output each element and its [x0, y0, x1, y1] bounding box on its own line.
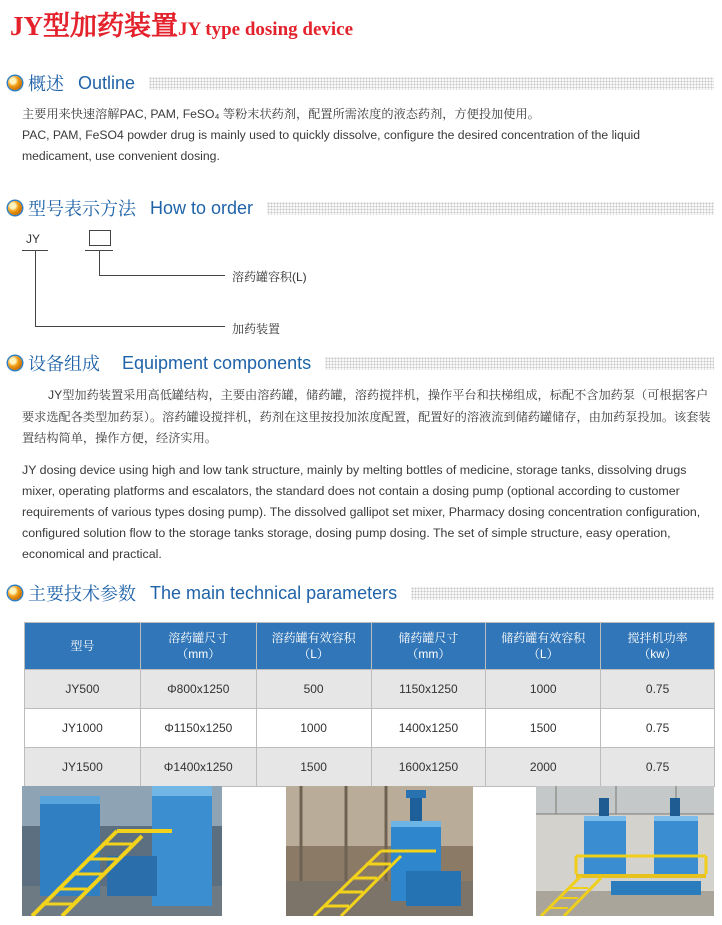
column-header: 溶药罐有效容积 （L） [256, 623, 371, 670]
column-header: 溶药罐尺寸 （mm） [140, 623, 256, 670]
prefix-leader-vertical [35, 250, 36, 326]
dosing-device-photo-1 [22, 786, 222, 916]
bullet-icon [8, 586, 22, 600]
bullet-icon [8, 76, 22, 90]
outline-heading [8, 72, 714, 94]
table-row [25, 670, 715, 709]
dotted-rule [411, 587, 714, 600]
table-cell: 0.75 [601, 709, 715, 748]
column-header: 储药罐有效容积 （L） [486, 623, 601, 670]
table-cell: 1000 [486, 670, 601, 709]
column-header: 搅拌机功率 （kw） [601, 623, 715, 670]
box-leader-vertical [99, 250, 100, 275]
volume-label: 溶药罐容积(L) [232, 270, 307, 284]
params-heading [8, 582, 714, 604]
dosing-device-photo-3 [536, 786, 714, 916]
order-heading [8, 197, 714, 219]
table-cell: Φ1150x1250 [140, 709, 256, 748]
device-label: 加药装置 [232, 322, 281, 336]
section-title-en: The main technical parameters [150, 582, 398, 603]
table-cell: 1000 [256, 709, 371, 748]
dosing-device-photo-3-image [536, 786, 714, 916]
table-cell: 1150x1250 [371, 670, 486, 709]
section-title-zh: 概述 [28, 74, 64, 94]
box-leader-horizontal [99, 275, 225, 276]
prefix-leader-horizontal [35, 326, 225, 327]
page-title [10, 4, 353, 43]
table-cell: Φ800x1250 [140, 670, 256, 709]
components-text-zh: JY型加药装置采用高低罐结构，主要由溶药罐，储药罐，溶药搅拌机，操作平台和扶梯组成，标配不含加药泵（可根据客户要求选配各类型加药泵）。溶药罐设搅拌机，药剂在这里按投加浓度配置，配置好的溶液流到储药罐储存，由加药泵投加。该套装置结构简单，操作方便，经济实用。 [22, 388, 711, 445]
table-header-row [25, 623, 715, 670]
section-title-en: Equipment components [122, 352, 312, 373]
table-cell: 2000 [486, 748, 601, 787]
bullet-icon [8, 356, 22, 370]
table-cell: 1500 [486, 709, 601, 748]
bullet-icon [8, 201, 22, 215]
table-cell: 1400x1250 [371, 709, 486, 748]
table-row [25, 709, 715, 748]
title-en: JY type dosing device [178, 19, 354, 40]
dotted-rule [325, 357, 714, 370]
table-cell: JY1500 [25, 748, 141, 787]
section-title-en: Outline [78, 72, 136, 93]
table-row [25, 748, 715, 787]
components-text-en: JY dosing device using high and low tank structure, mainly by melting bottles of medicine, storage tanks, dissolving drugs mixer, operating platforms and escalators, the standard does not contain a dosing pump (optional according to customer requirements of various types dosing pump). The dissolved gallipot set mixer, Pharmacy dosing concentration configuration, configured solution flow to the storage tanks storage, dosing pump dosing. The set of simple structure, easy operation, economical and practical. [22, 463, 701, 561]
outline-text-en: PAC, PAM, FeSO4 powder drug is mainly used to quickly dissolve, configure the desired concentration of the liquid medicament, use convenient dosing. [22, 128, 641, 163]
dotted-rule [267, 202, 714, 215]
outline-text-zh: 主要用来快速溶解PAC, PAM, FeSO₄ 等粉末状药剂，配置所需浓度的液态药剂，方便投加使用。 [22, 107, 540, 121]
table-cell: JY500 [25, 670, 141, 709]
column-header: 型号 [25, 623, 141, 670]
table-cell: JY1000 [25, 709, 141, 748]
dosing-device-photo-2 [286, 786, 473, 916]
order-prefix: JY [26, 232, 41, 246]
dosing-device-photo-2-image [286, 786, 473, 916]
table-cell: 0.75 [601, 670, 715, 709]
components-heading [8, 352, 714, 374]
section-title-zh: 设备组成 [28, 354, 100, 374]
dosing-device-photo-1-image [22, 786, 222, 916]
table-cell: Φ1400x1250 [140, 748, 256, 787]
section-title-en: How to order [150, 197, 254, 218]
table-cell: 1500 [256, 748, 371, 787]
dotted-rule [149, 77, 714, 90]
section-title-zh: 主要技术参数 [28, 584, 136, 604]
section-title-zh: 型号表示方法 [28, 199, 136, 219]
table-cell: 500 [256, 670, 371, 709]
parameters-table [24, 622, 715, 787]
title-zh: JY型加药装置 [10, 11, 178, 41]
column-header: 储药罐尺寸 （mm） [371, 623, 486, 670]
table-cell: 1600x1250 [371, 748, 486, 787]
volume-box [89, 230, 111, 246]
table-cell: 0.75 [601, 748, 715, 787]
